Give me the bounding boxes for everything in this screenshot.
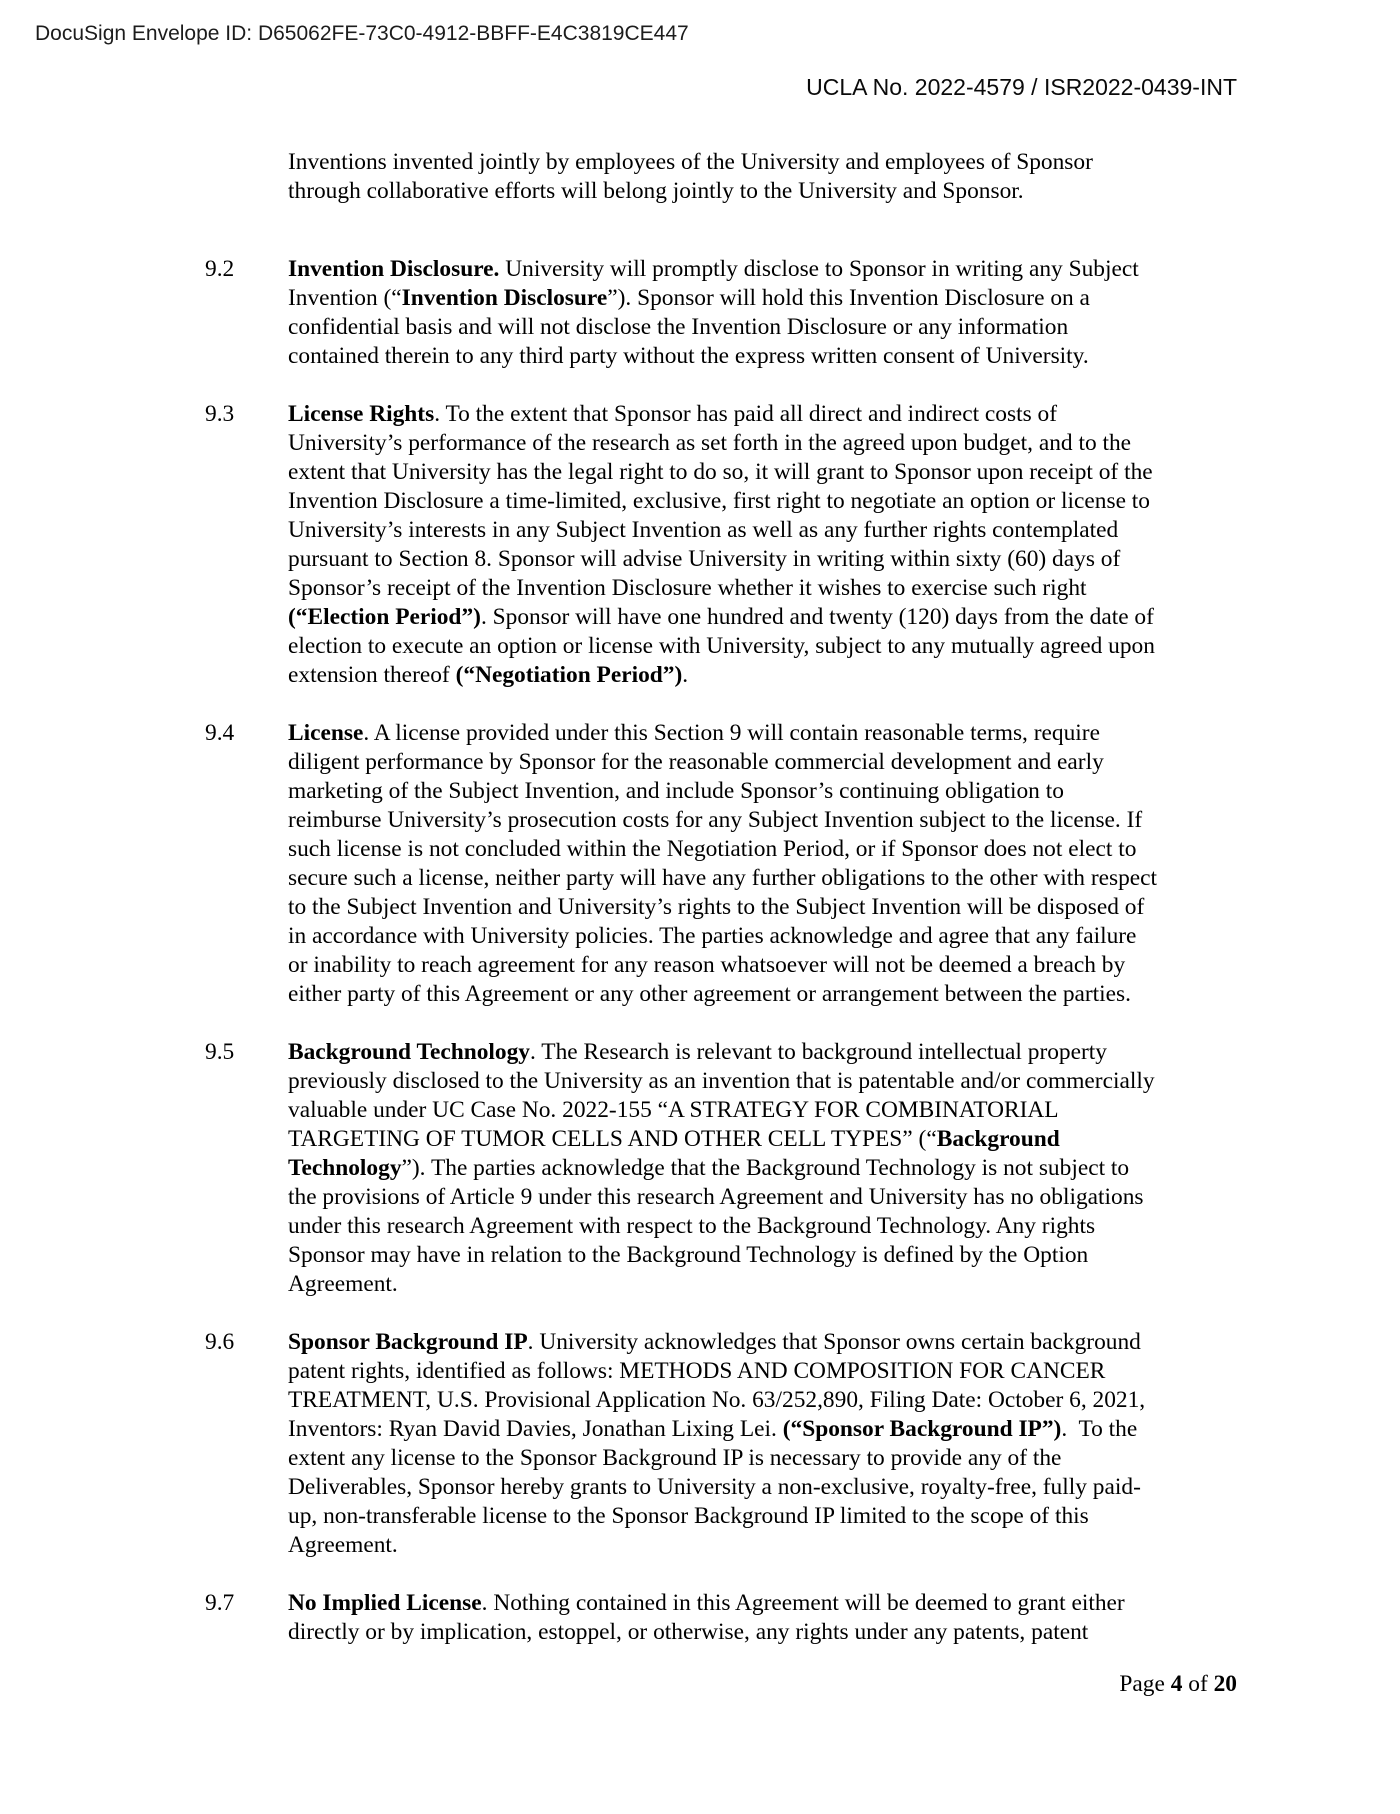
text-run-bold: (“Election Period”) <box>288 604 481 630</box>
text-line <box>288 1270 1238 1299</box>
text-line <box>288 1415 1238 1444</box>
text-line <box>288 400 1238 429</box>
page-number <box>1119 1671 1237 1698</box>
section-number: 9.7 <box>205 1590 235 1616</box>
text-run: reimburse University’s prosecution costs for any Subject Invention subject to the license. If <box>288 807 1143 833</box>
text-run: diligent performance by Sponsor for the reasonable commercial development and early <box>288 749 1104 775</box>
text-run: Inventors: Ryan David Davies, Jonathan Lixing Lei. <box>288 1416 783 1442</box>
text-run: TARGETING OF TUMOR CELLS AND OTHER CELL TYPES” (“ <box>288 1126 937 1152</box>
section-text <box>288 1328 1238 1560</box>
text-line <box>288 458 1238 487</box>
text-run: . To the <box>1061 1416 1138 1442</box>
text-line <box>288 864 1238 893</box>
text-run-bold: 4 <box>1170 1671 1183 1697</box>
section-number <box>205 148 288 206</box>
text-run: such license is not concluded within the Negotiation Period, or if Sponsor does not elect to <box>288 836 1137 862</box>
text-run: Sponsor’s receipt of the Invention Disclosure whether it wishes to exercise such right <box>288 575 1087 601</box>
text-line <box>288 1386 1238 1415</box>
document-section <box>205 1589 1250 1647</box>
text-line <box>288 1328 1238 1357</box>
text-run: ”). The parties acknowledge that the Background Technology is not subject to <box>401 1155 1130 1181</box>
text-line <box>288 748 1238 777</box>
section-text <box>288 719 1238 1009</box>
text-line <box>288 980 1238 1009</box>
text-run: University’s interests in any Subject Invention as well as any further rights contemplated <box>288 517 1119 543</box>
text-run: Invention Disclosure a time-limited, exclusive, first right to negotiate an option or license to <box>288 488 1150 514</box>
text-run: Agreement. <box>288 1271 398 1297</box>
section-text <box>288 255 1238 371</box>
text-line <box>288 1473 1238 1502</box>
text-run: . <box>682 662 689 688</box>
text-run: extent that University has the legal right to do so, it will grant to Sponsor upon receipt of the <box>288 459 1153 485</box>
text-run: Deliverables, Sponsor hereby grants to University a non-exclusive, royalty-free, fully paid- <box>288 1474 1141 1500</box>
text-run-bold: License <box>288 720 364 746</box>
text-line <box>288 313 1238 342</box>
document-section <box>205 719 1250 1009</box>
text-run: . The Research is relevant to background intellectual property <box>530 1039 1107 1065</box>
text-line <box>288 777 1238 806</box>
section-number: 9.6 <box>205 1329 235 1355</box>
document-section <box>205 1038 1250 1299</box>
text-line <box>288 1357 1238 1386</box>
text-line <box>288 574 1238 603</box>
docusign-envelope-id: DocuSign Envelope ID: D65062FE-73C0-4912-BBFF-E4C3819CE447 <box>35 22 689 45</box>
text-run: up, non-transferable license to the Sponsor Background IP limited to the scope of this <box>288 1503 1089 1529</box>
text-run: extension thereof <box>288 662 456 688</box>
document-section <box>205 148 1250 206</box>
text-line <box>288 806 1238 835</box>
text-run: . Sponsor will have one hundred and twenty (120) days from the date of <box>480 604 1154 630</box>
text-run: valuable under UC Case No. 2022-155 “A STRATEGY FOR COMBINATORIAL <box>288 1097 1059 1123</box>
text-line <box>288 1531 1238 1560</box>
text-run: Agreement. <box>288 1532 398 1558</box>
text-line <box>288 1183 1238 1212</box>
text-line <box>288 1241 1238 1270</box>
text-line <box>288 632 1238 661</box>
text-line <box>288 516 1238 545</box>
text-run-bold: No Implied License <box>288 1590 482 1616</box>
text-run: patent rights, identified as follows: METHODS AND COMPOSITION FOR CANCER <box>288 1358 1106 1384</box>
text-line <box>288 342 1238 371</box>
text-run-bold: Background Technology <box>288 1039 531 1065</box>
text-run: under this research Agreement with respect to the Background Technology. Any rights <box>288 1213 1096 1239</box>
text-run: directly or by implication, estoppel, or otherwise, any rights under any patents, patent <box>288 1619 1089 1645</box>
text-run: ”). Sponsor will hold this Invention Disclosure on a <box>607 285 1090 311</box>
text-run: . A license provided under this Section 9 will contain reasonable terms, require <box>363 720 1100 746</box>
text-run: secure such a license, neither party will have any further obligations to the other with respect <box>288 865 1158 891</box>
text-run-bold: Invention Disclosure. <box>288 256 500 282</box>
text-line <box>288 255 1238 284</box>
text-run: previously disclosed to the University as an invention that is patentable and/or commercially <box>288 1068 1155 1094</box>
text-run: through collaborative efforts will belong jointly to the University and Sponsor. <box>288 178 1024 204</box>
section-text <box>288 1589 1238 1647</box>
text-line <box>288 893 1238 922</box>
text-line <box>288 429 1238 458</box>
section-text <box>288 400 1238 690</box>
text-line <box>288 661 1238 690</box>
text-run: contained therein to any third party without the express written consent of University. <box>288 343 1089 369</box>
text-run-bold: 20 <box>1213 1671 1237 1697</box>
text-line <box>288 1154 1238 1183</box>
text-run: Inventions invented jointly by employees of the University and employees of Sponsor <box>288 149 1093 175</box>
text-line <box>288 1067 1238 1096</box>
text-run: of <box>1182 1671 1214 1697</box>
text-run: University will promptly disclose to Sponsor in writing any Subject <box>499 256 1139 282</box>
section-number: 9.4 <box>205 720 235 746</box>
text-run-bold: Invention Disclosure <box>401 285 608 311</box>
document-reference-number: UCLA No. 2022-4579 / ISR2022-0439-INT <box>806 74 1237 100</box>
section-text <box>288 148 1238 206</box>
text-line <box>288 951 1238 980</box>
text-run: Invention (“ <box>288 285 402 311</box>
text-run: marketing of the Subject Invention, and include Sponsor’s continuing obligation to <box>288 778 1064 804</box>
text-line <box>288 1038 1238 1067</box>
text-run: either party of this Agreement or any other agreement or arrangement between the parties. <box>288 981 1132 1007</box>
text-run: pursuant to Section 8. Sponsor will advise University in writing within sixty (60) days of <box>288 546 1121 572</box>
text-run: extent any license to the Sponsor Background IP is necessary to provide any of the <box>288 1445 1062 1471</box>
text-line <box>288 1096 1238 1125</box>
text-run: in accordance with University policies. The parties acknowledge and agree that any failure <box>288 923 1137 949</box>
document-section <box>205 255 1250 371</box>
text-run-bold: Background <box>936 1126 1060 1152</box>
text-run: confidential basis and will not disclose the Invention Disclosure or any information <box>288 314 1069 340</box>
text-line <box>288 1618 1238 1647</box>
section-number: 9.5 <box>205 1039 235 1065</box>
text-line <box>288 1502 1238 1531</box>
text-run: . To the extent that Sponsor has paid all direct and indirect costs of <box>434 401 1058 427</box>
text-line <box>288 1444 1238 1473</box>
text-line <box>288 1125 1238 1154</box>
text-run-bold: (“Sponsor Background IP”) <box>782 1416 1062 1442</box>
section-number: 9.2 <box>205 256 235 282</box>
text-line <box>288 148 1238 177</box>
text-run-bold: License Rights <box>288 401 435 427</box>
text-line <box>288 545 1238 574</box>
text-line <box>288 835 1238 864</box>
text-run: . Nothing contained in this Agreement will be deemed to grant either <box>481 1590 1125 1616</box>
text-line <box>288 719 1238 748</box>
text-run: election to execute an option or license with University, subject to any mutually agreed upon <box>288 633 1155 659</box>
text-run: to the Subject Invention and University’s rights to the Subject Invention will be disposed of <box>288 894 1145 920</box>
text-run: University’s performance of the research as set forth in the agreed upon budget, and to the <box>288 430 1132 456</box>
section-number: 9.3 <box>205 401 235 427</box>
text-run: TREATMENT, U.S. Provisional Application No. 63/252,890, Filing Date: October 6, 2021, <box>288 1387 1146 1413</box>
text-line <box>288 1589 1238 1618</box>
text-run: . University acknowledges that Sponsor owns certain background <box>527 1329 1141 1355</box>
document-body <box>205 148 1250 1676</box>
section-text <box>288 1038 1238 1299</box>
text-run-bold: (“Negotiation Period”) <box>455 662 683 688</box>
text-line <box>288 177 1238 206</box>
text-run: or inability to reach agreement for any reason whatsoever will not be deemed a breach by <box>288 952 1126 978</box>
text-run-bold: Sponsor Background IP <box>288 1329 528 1355</box>
text-line <box>288 284 1238 313</box>
text-line <box>288 1212 1238 1241</box>
document-section <box>205 1328 1250 1560</box>
text-run: Sponsor may have in relation to the Background Technology is defined by the Option <box>288 1242 1089 1268</box>
text-line <box>288 603 1238 632</box>
text-line <box>288 922 1238 951</box>
text-run: the provisions of Article 9 under this research Agreement and University has no obligations <box>288 1184 1144 1210</box>
text-line <box>288 487 1238 516</box>
text-run-bold: Technology <box>288 1155 402 1181</box>
text-run: Page <box>1119 1671 1171 1697</box>
document-section <box>205 400 1250 690</box>
